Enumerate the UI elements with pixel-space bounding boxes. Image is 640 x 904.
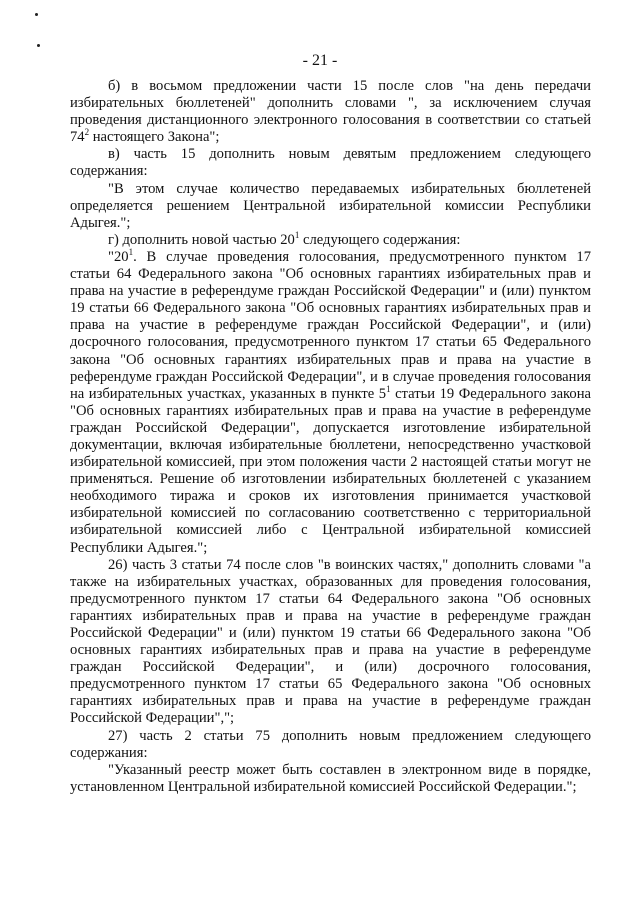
document-body xyxy=(70,78,591,796)
paragraph-item-27 xyxy=(70,728,591,762)
text-run: "В этом случае количество передаваемых избирательных бюллетеней определяется решением Центральной избирательной комиссии Республики Адыгея."; xyxy=(70,180,591,231)
paragraph-quote-part-20-1 xyxy=(70,246,591,557)
text-run: "Указанный реестр может быть составлен в электронном виде в порядке, установленном Центральной избирательной комиссией Российской Федерации."; xyxy=(70,761,591,795)
scan-dot xyxy=(35,13,38,16)
text-run: . В случае проведения голосования, предусмотренного пунктом 17 статьи 64 Федерального закона "Об основных гарантиях избирательных прав и права на участие в референдуме граждан Российской Федерации" и (или) пунктом 19 статьи 66 Федерального закона "Об основных гарантиях избирательных прав и права на участие в референдуме граждан Российской Федерации", и (или) досрочного голосования, предусмотренного пунктом 17 статьи 65 Федерального закона "Об основных гарантиях избирательных прав и права на участие в референдуме граждан Российской Федерации", и в случае проведения голосования на избирательных участках, указанных в пункте 5 xyxy=(70,248,591,402)
superscript-index: 2 xyxy=(84,127,90,138)
paragraph-item-26 xyxy=(70,557,591,728)
paragraph-amend-g xyxy=(70,229,591,249)
text-run: г) дополнить новой частью 20 xyxy=(108,231,295,248)
text-run: настоящего Закона"; xyxy=(89,129,220,146)
paragraph-amend-b xyxy=(70,78,591,146)
paragraph-quote-registry xyxy=(70,762,591,796)
paragraph-amend-v xyxy=(70,146,591,180)
text-run: 26) часть 3 статьи 74 после слов "в воинских частях," дополнить словами "а также на избирательных участках, образованных для проведения голосования, предусмотренного пунктом 17 статьи 64 Федерального закона "Об основных гарантиях избирательных прав и права на участие в референдуме граждан Российской Федерации" и (или) пунктом 19 статьи 66 Федерального закона "Об основных гарантиях избирательных прав и права на участие в референдуме граждан Российской Федерации", и (или) досрочного голосования, предусмотренного пунктом 17 статьи 65 Федерального закона "Об основных гарантиях избирательных прав и права на участие в референдуме граждан Российской Федерации","; xyxy=(70,556,591,727)
text-run: 27) часть 2 статьи 75 дополнить новым предложением следующего содержания: xyxy=(70,727,591,761)
superscript-index: 1 xyxy=(386,383,391,394)
text-run: статьи 19 Федерального закона "Об основных гарантиях избирательных прав и права на участие в референдуме граждан Российской Федерации", допускается изготовление избирательной документации, включая избирательные бюллетени, непосредственно участковой избирательной комиссией, при этом положения части 2 настоящей статьи могут не применяться. Решение об изготовлении избирательных бюллетеней с указанием необходимого тиража и сроков их изготовления принимается участковой избирательной комиссией по согласованию соответственно с территориальной избирательной комиссией либо с Центральной избирательной комиссией Республики Адыгея."; xyxy=(70,385,591,556)
paragraph-quote-ballot-count xyxy=(70,181,591,232)
superscript-index: 1 xyxy=(128,246,134,257)
superscript-index: 1 xyxy=(294,229,300,240)
text-run: следующего содержания: xyxy=(299,231,461,248)
text-run: б) в восьмом предложении части 15 после слов "на день передачи избирательных бюллетеней" дополнить словами ", за исключением случая проведения дистанционного электронного голосования в соответствии со статьей 74 xyxy=(70,78,591,146)
page-number: - 21 - xyxy=(302,52,338,69)
scan-dot xyxy=(37,44,40,47)
text-run: "20 xyxy=(108,248,129,265)
text-run: в) часть 15 дополнить новым девятым предложением следующего содержания: xyxy=(70,146,591,180)
